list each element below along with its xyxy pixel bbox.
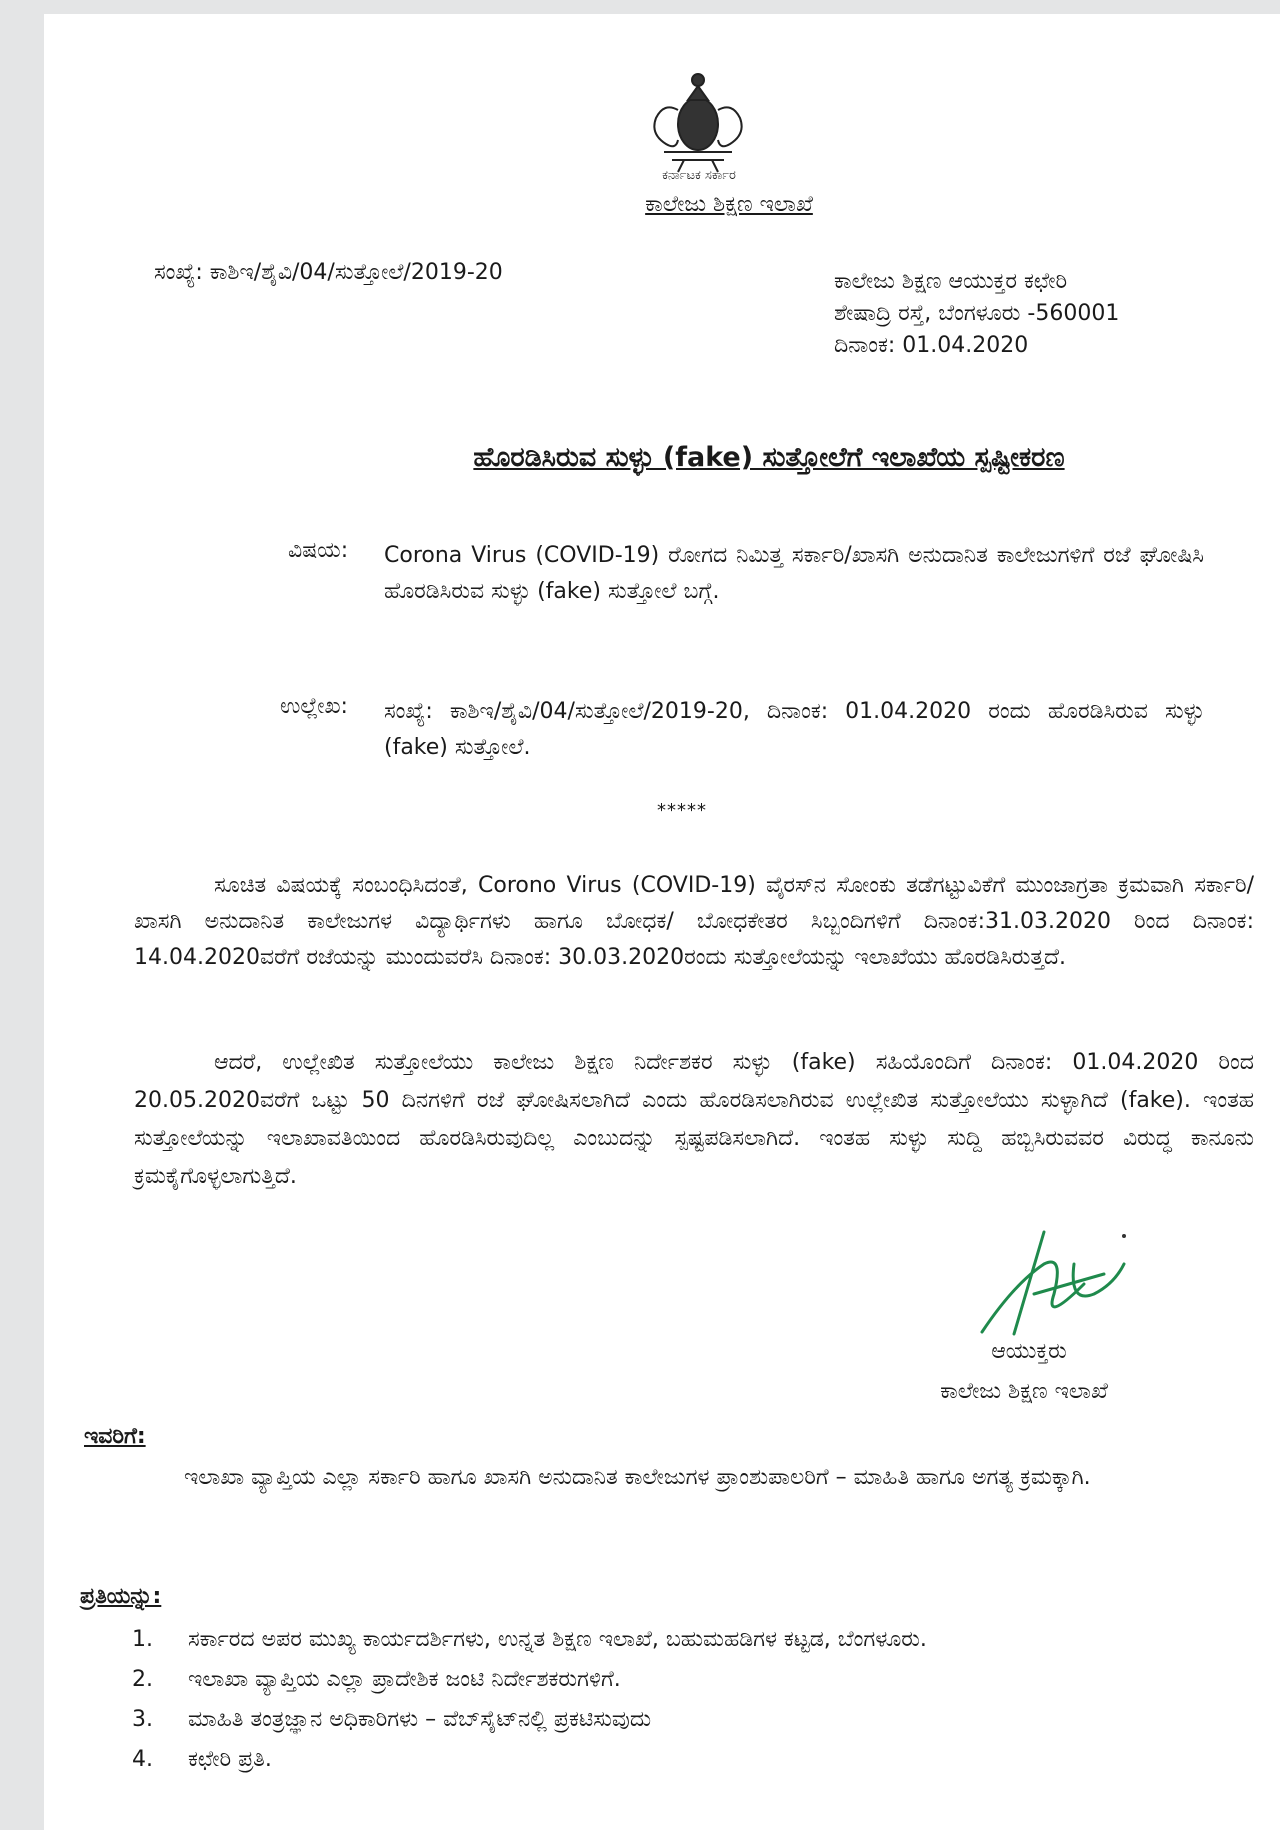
reference-label: ಉಲ್ಲೇಖ: [280, 694, 348, 719]
list-item-number: 1. [132, 1627, 153, 1652]
list-item-text: ಮಾಹಿತಿ ತಂತ್ರಜ್ಞಾನ ಅಧಿಕಾರಿಗಳು – ವೆಬ್‌ಸೈಟ್‌ನಲ್ಲಿ ಪ್ರಕಟಿಸುವುದು [188, 1707, 652, 1732]
list-item-text: ಇಲಾಖಾ ವ್ಯಾಪ್ತಿಯ ಎಲ್ಲಾ ಪ್ರಾದೇಶಿಕ ಜಂಟಿ ನಿರ್ದೇಶಕರುಗಳಿಗೆ. [188, 1667, 621, 1692]
office-street: ಶೇಷಾದ್ರಿ ರಸ್ತೆ, ಬೆಂಗಳೂರು -560001 [834, 301, 1120, 326]
list-item [88, 1622, 1228, 1658]
document-page [44, 14, 1280, 1830]
list-item-text: ಕಛೇರಿ ಪ್ರತಿ. [188, 1747, 272, 1772]
separator: ***** [657, 800, 707, 821]
recipients-label: ಇವರಿಗೆ: [84, 1424, 146, 1449]
list-item [88, 1742, 1228, 1778]
department-heading: ಕಾಲೇಜು ಶಿಕ್ಷಣ ಇಲಾಖೆ [645, 192, 813, 217]
list-item-number: 4. [132, 1747, 153, 1772]
body-paragraph-1: ಸೂಚಿತ ವಿಷಯಕ್ಕೆ ಸಂಬಂಧಿಸಿದಂತೆ, Corono Virus (COVID-19) ವೈರಸ್‌ನ ಸೋಂಕು ತಡೆಗಟ್ಟುವಿಕೆಗೆ ಮುಂಜಾಗ್ರತಾ ಕ್ರಮವಾಗಿ ಸರ್ಕಾರಿ/ಖಾಸಗಿ ಅನುದಾನಿತ ಕಾಲೇಜುಗಳ ವಿದ್ಯಾರ್ಥಿಗಳು ಹಾಗೂ ಬೋಧಕ/ ಬೋಧಕೇತರ ಸಿಬ್ಬಂದಿಗಳಿಗೆ ದಿನಾಂಕ:31.03.2020 ರಿಂದ ದಿನಾಂಕ: 14.04.2020ವರೆಗೆ ರಜೆಯನ್ನು ಮುಂದುವರೆಸಿ ದಿನಾಂಕ: 30.03.2020ರಂದು ಸುತ್ತೋಲೆಯನ್ನು ಇಲಾಖೆಯು ಹೊರಡಿಸಿರುತ್ತದೆ. [134, 873, 1254, 970]
list-item-text: ಸರ್ಕಾರದ ಅಪರ ಮುಖ್ಯ ಕಾರ್ಯದರ್ಶಿಗಳು, ಉನ್ನತ ಶಿಕ್ಷಣ ಇಲಾಖೆ, ಬಹುಮಹಡಿಗಳ ಕಟ್ಟಡ, ಬೆಂಗಳೂರು. [188, 1627, 927, 1652]
subject-text: Corona Virus (COVID-19) ರೋಗದ ನಿಮಿತ್ತ ಸರ್ಕಾರಿ/ಖಾಸಗಿ ಅನುದಾನಿತ ಕಾಲೇಜುಗಳಿಗೆ ರಜೆ ಘೋಷಿಸಿ ಹೊರಡಿಸಿರುವ ಸುಳ್ಳು (fake) ಸುತ್ತೋಲೆ ಬಗ್ಗೆ. [384, 543, 1204, 604]
reference-text: ಸಂಖ್ಯೆ: ಕಾಶಿಇ/ಶೈವಿ/04/ಸುತ್ತೋಲೆ/2019-20, ದಿನಾಂಕ: 01.04.2020 ರಂದು ಹೊರಡಿಸಿರುವ ಸುಳ್ಳು (fake) ಸುತ್ತೋಲೆ. [384, 699, 1204, 760]
reference-number: ಸಂಖ್ಯೆ: ಕಾಶಿಇ/ಶೈವಿ/04/ಸುತ್ತೋಲೆ/2019-20 [154, 260, 503, 285]
copies-list [88, 1622, 1228, 1782]
list-item-number: 3. [132, 1707, 153, 1732]
signatory-title: ಆಯುಕ್ತರು [991, 1339, 1067, 1364]
emblem-caption: ಕರ್ನಾಟಕ ಸರ್ಕಾರ [662, 168, 736, 183]
body-paragraph-2: ಆದರೆ, ಉಲ್ಲೇಖಿತ ಸುತ್ತೋಲೆಯು ಕಾಲೇಜು ಶಿಕ್ಷಣ ನಿರ್ದೇಶಕರ ಸುಳ್ಳು (fake) ಸಹಿಯೊಂದಿಗೆ ದಿನಾಂಕ: 01.04.2020 ರಿಂದ 20.05.2020ವರೆಗೆ ಒಟ್ಟು 50 ದಿನಗಳಿಗೆ ರಜೆ ಘೋಷಿಸಲಾಗಿದೆ ಎಂದು ಹೊರಡಿಸಲಾಗಿರುವ ಉಲ್ಲೇಖಿತ ಸುತ್ತೋಲೆಯು ಸುಳ್ಳಾಗಿದೆ (fake). ಇಂತಹ ಸುತ್ತೋಲೆಯನ್ನು ಇಲಾಖಾವತಿಯಿಂದ ಹೊರಡಿಸಿರುವುದಿಲ್ಲ ಎಂಬುದನ್ನು ಸ್ಪಷ್ಟಪಡಿಸಲಾಗಿದೆ. ಇಂತಹ ಸುಳ್ಳು ಸುದ್ದಿ ಹಬ್ಬಿಸಿರುವವರ ವಿರುದ್ಧ ಕಾನೂನು ಕ್ರಮಕೈಗೊಳ್ಳಲಾಗುತ್ತಿದೆ. [134, 1050, 1254, 1189]
signature-mark [974, 1224, 1144, 1344]
document-headline: ಹೊರಡಿಸಿರುವ ಸುಳ್ಳು (fake) ಸುತ್ತೋಲೆಗೆ ಇಲಾಖೆಯ ಸ್ಪಷ್ಟೀಕರಣ [473, 442, 1065, 473]
karnataka-emblem-icon [644, 60, 752, 180]
recipients-text: ಇಲಾಖಾ ವ್ಯಾಪ್ತಿಯ ಎಲ್ಲಾ ಸರ್ಕಾರಿ ಹಾಗೂ ಖಾಸಗಿ ಅನುದಾನಿತ ಕಾಲೇಜುಗಳ ಪ್ರಾಂಶುಪಾಲರಿಗೆ – ಮಾಹಿತಿ ಹಾಗೂ ಅಗತ್ಯ ಕ್ರಮಕ್ಕಾಗಿ. [184, 1465, 1091, 1490]
list-item [88, 1702, 1228, 1738]
signatory-department: ಕಾಲೇಜು ಶಿಕ್ಷಣ ಇಲಾಖೆ [940, 1379, 1108, 1404]
subject-label: ವಿಷಯ: [288, 538, 349, 563]
copies-label: ಪ್ರತಿಯನ್ನು: [80, 1584, 162, 1609]
office-address [834, 266, 1254, 362]
list-item [88, 1662, 1228, 1698]
office-date: ದಿನಾಂಕ: 01.04.2020 [834, 333, 1029, 358]
office-name: ಕಾಲೇಜು ಶಿಕ್ಷಣ ಆಯುಕ್ತರ ಕಛೇರಿ [834, 269, 1068, 294]
list-item-number: 2. [132, 1667, 153, 1692]
